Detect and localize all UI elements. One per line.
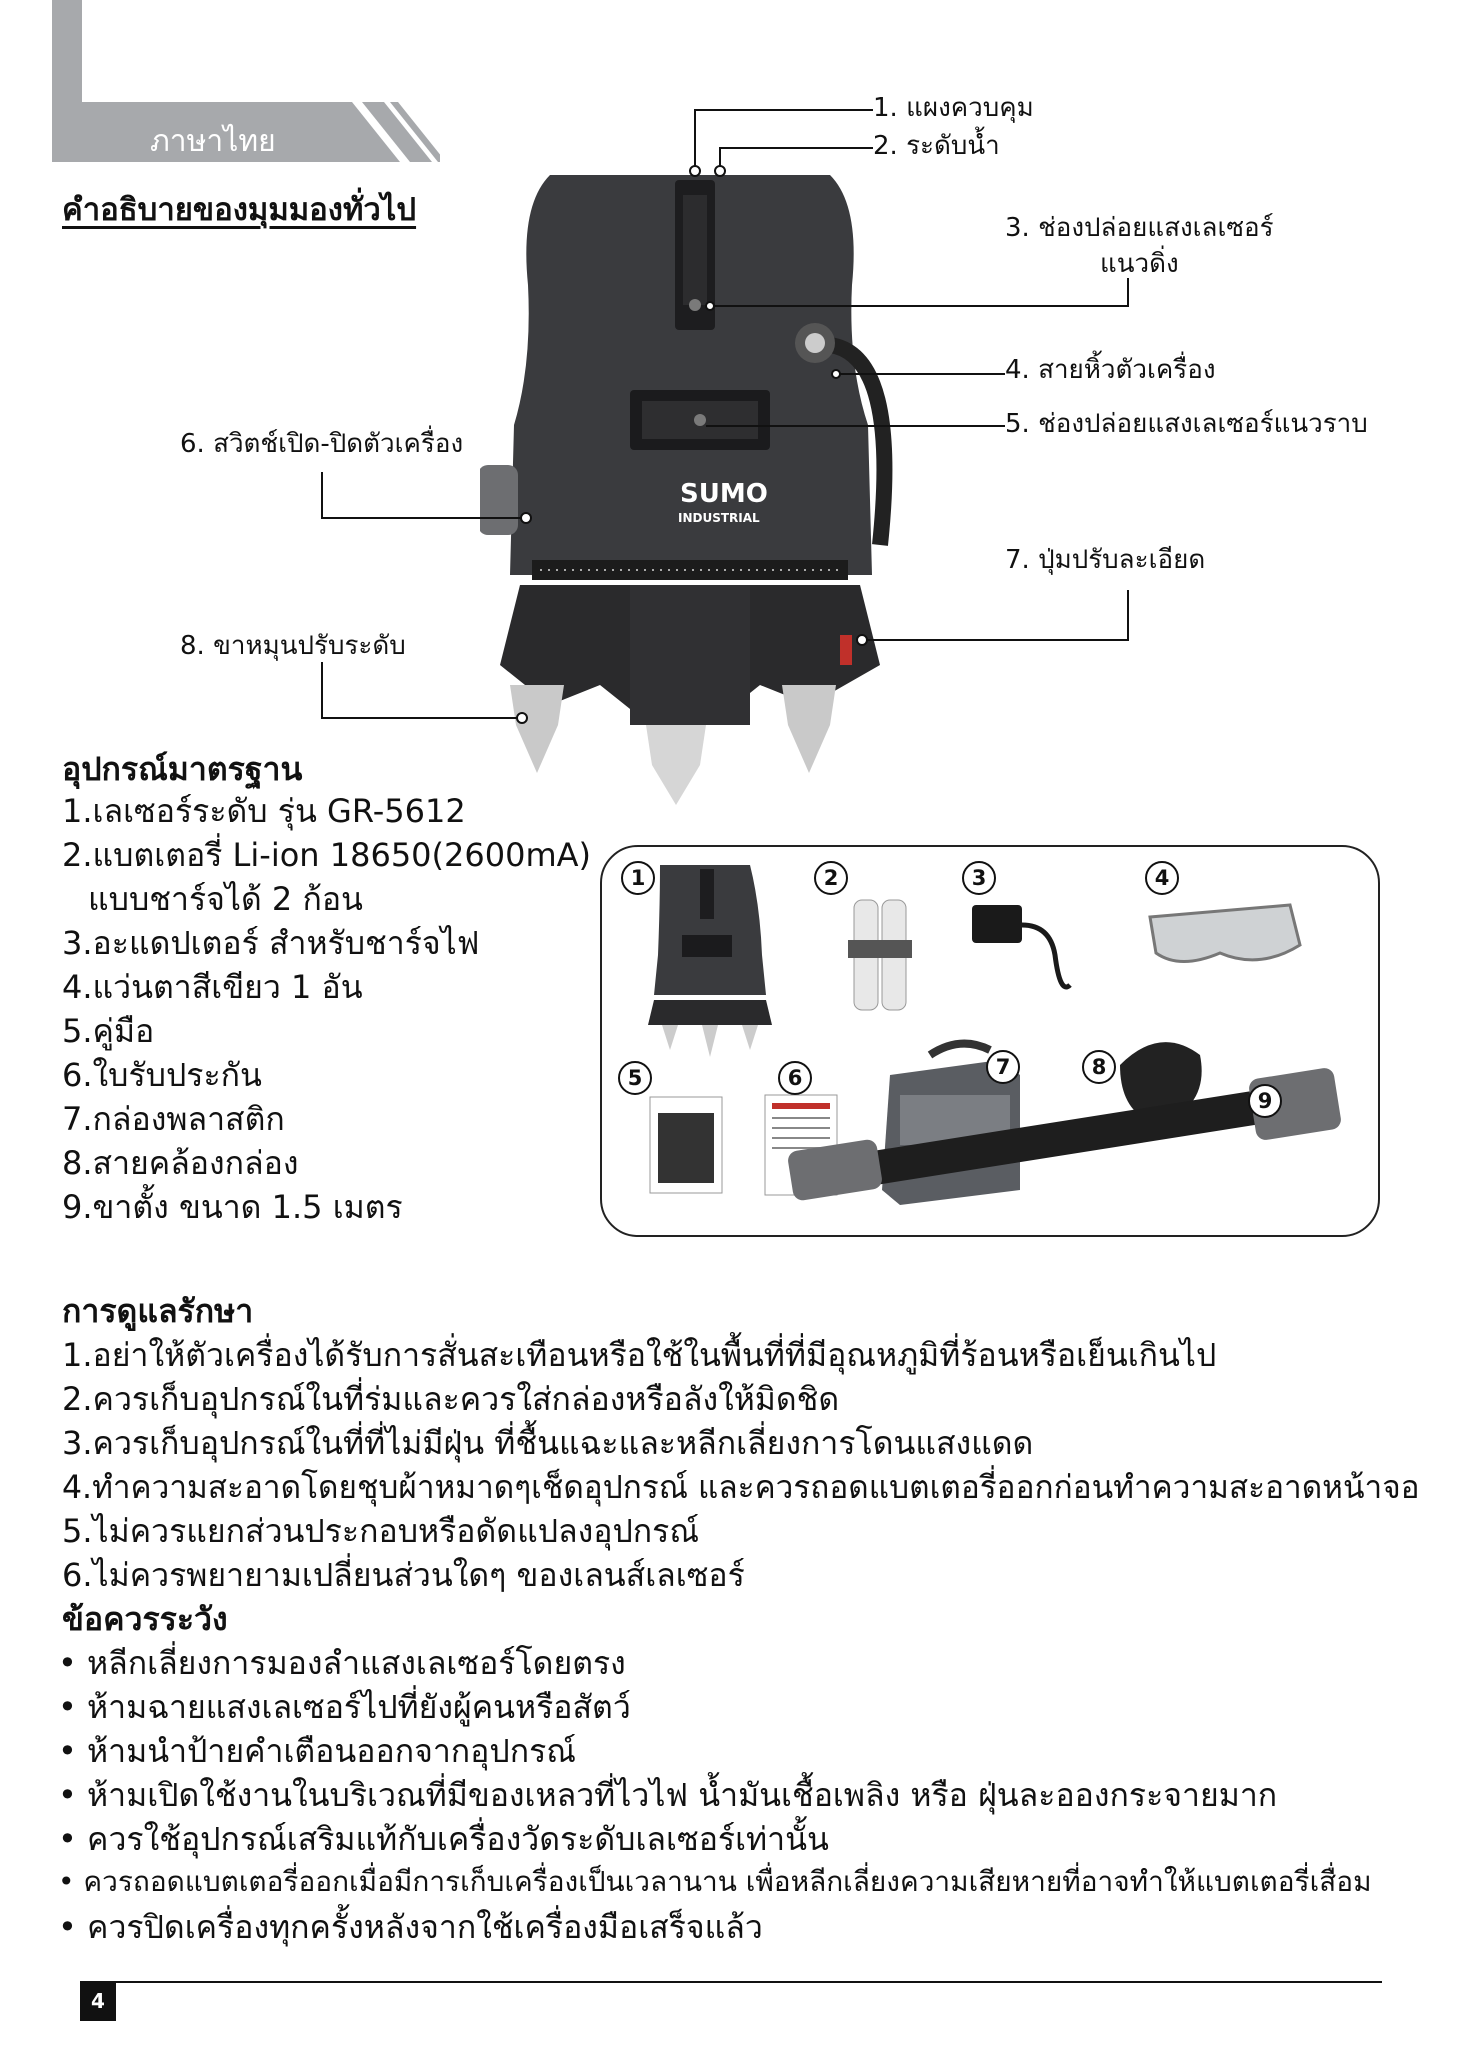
footer-rule xyxy=(110,1981,1382,1983)
maintenance-item: 4.ทำความสะอาดโดยชุบผ้าหมาดๆเช็ดอุปกรณ์ และควรถอดแบตเตอรี่ออกก่อนทำความสะอาดหน้าจอ xyxy=(62,1468,1420,1506)
maintenance-item: 6.ไม่ควรพยายามเปลี่ยนส่วนใดๆ ของเลนส์เลเซอร์ xyxy=(62,1556,745,1594)
equipment-item: 3.อะแดปเตอร์ สำหรับชาร์จไฟ xyxy=(62,924,480,962)
precautions-title: ข้อควรระวัง xyxy=(62,1600,228,1638)
language-label: ภาษาไทย xyxy=(150,124,276,159)
callout-control-panel: 1. แผงควบคุม xyxy=(873,93,1034,123)
precaution-item: • ควรถอดแบตเตอรี่ออกเมื่อมีการเก็บเครื่องเป็นเวลานาน เพื่อหลีกเลี่ยงความเสียหายที่อาจทำให้แบตเตอรี่เสื่อม xyxy=(58,1865,1372,1898)
callout-horizontal-laser: 5. ช่องปล่อยแสงเลเซอร์แนวราบ xyxy=(1005,409,1368,439)
accessory-number: 8 xyxy=(1082,1050,1116,1084)
callout-fine-adjust: 7. ปุ่มปรับละเอียด xyxy=(1005,545,1206,575)
accessory-number: 7 xyxy=(986,1050,1020,1084)
precaution-item: • ห้ามนำป้ายคำเตือนออกจากอุปกรณ์ xyxy=(58,1732,576,1770)
standard-equipment-title: อุปกรณ์มาตรฐาน xyxy=(62,750,303,788)
equipment-item: แบบชาร์จได้ 2 ก้อน xyxy=(88,880,363,918)
equipment-item: 8.สายคล้องกล่อง xyxy=(62,1144,299,1182)
callout-water-level: 2. ระดับน้ำ xyxy=(873,131,1000,161)
accessory-number: 5 xyxy=(618,1061,652,1095)
callout-carry-handle: 4. สายหิ้วตัวเครื่อง xyxy=(1005,355,1216,385)
accessory-number: 3 xyxy=(962,861,996,895)
equipment-item: 1.เลเซอร์ระดับ รุ่น GR-5612 xyxy=(62,792,466,830)
equipment-item: 5.คู่มือ xyxy=(62,1012,155,1050)
equipment-item: 7.กล่องพลาสติก xyxy=(62,1100,285,1138)
svg-text:SUMO: SUMO xyxy=(680,479,768,509)
equipment-item: 2.แบตเตอรี่ Li-ion 18650(2600mA) xyxy=(62,836,591,874)
equipment-item: 4.แว่นตาสีเขียว 1 อัน xyxy=(62,968,363,1006)
accessory-number: 4 xyxy=(1145,861,1179,895)
callout-leveling-feet: 8. ขาหมุนปรับระดับ xyxy=(180,631,406,661)
callout-power-switch: 6. สวิตช์เปิด-ปิดตัวเครื่อง xyxy=(180,429,464,459)
accessory-number: 2 xyxy=(814,861,848,895)
precaution-item: • ควรปิดเครื่องทุกครั้งหลังจากใช้เครื่องมือเสร็จแล้ว xyxy=(58,1908,763,1946)
equipment-item: 9.ขาตั้ง ขนาด 1.5 เมตร xyxy=(62,1188,403,1226)
maintenance-item: 2.ควรเก็บอุปกรณ์ในที่ร่มและควรใส่กล่องหรือลังให้มิดชิด xyxy=(62,1380,840,1418)
maintenance-item: 5.ไม่ควรแยกส่วนประกอบหรือดัดแปลงอุปกรณ์ xyxy=(62,1512,700,1550)
accessory-number: 9 xyxy=(1248,1084,1282,1118)
svg-text:INDUSTRIAL: INDUSTRIAL xyxy=(678,511,760,525)
accessory-number: 6 xyxy=(778,1061,812,1095)
equipment-item: 6.ใบรับประกัน xyxy=(62,1056,262,1094)
precaution-item: • ห้ามเปิดใช้งานในบริเวณที่มีของเหลวที่ไวไฟ น้ำมันเชื้อเพลิง หรือ ฝุ่นละอองกระจายมาก xyxy=(58,1776,1278,1814)
accessory-number: 1 xyxy=(621,861,655,895)
maintenance-title: การดูแลรักษา xyxy=(62,1292,254,1330)
precaution-item: • หลีกเลี่ยงการมองลำแสงเลเซอร์โดยตรง xyxy=(58,1644,626,1682)
overview-title: คำอธิบายของมุมมองทั่วไป xyxy=(62,192,417,228)
precaution-item: • ควรใช้อุปกรณ์เสริมแท้กับเครื่องวัดระดับเลเซอร์เท่านั้น xyxy=(58,1820,829,1858)
callout-vertical-laser-line2: แนวดิ่ง xyxy=(1100,249,1179,279)
callout-vertical-laser: 3. ช่องปล่อยแสงเลเซอร์ xyxy=(1005,213,1274,243)
page-number: 4 xyxy=(80,1981,116,2021)
precaution-item: • ห้ามฉายแสงเลเซอร์ไปที่ยังผู้คนหรือสัตว์ xyxy=(58,1688,631,1726)
maintenance-item: 1.อย่าให้ตัวเครื่องได้รับการสั่นสะเทือนหรือใช้ในพื้นที่ที่มีอุณหภูมิที่ร้อนหรือเย็นเกินไป xyxy=(62,1336,1217,1374)
accessories-illustration xyxy=(600,845,1380,1237)
maintenance-item: 3.ควรเก็บอุปกรณ์ในที่ที่ไม่มีฝุ่น ที่ชื้นแฉะและหลีกเลี่ยงการโดนแสงแดด xyxy=(62,1424,1034,1462)
